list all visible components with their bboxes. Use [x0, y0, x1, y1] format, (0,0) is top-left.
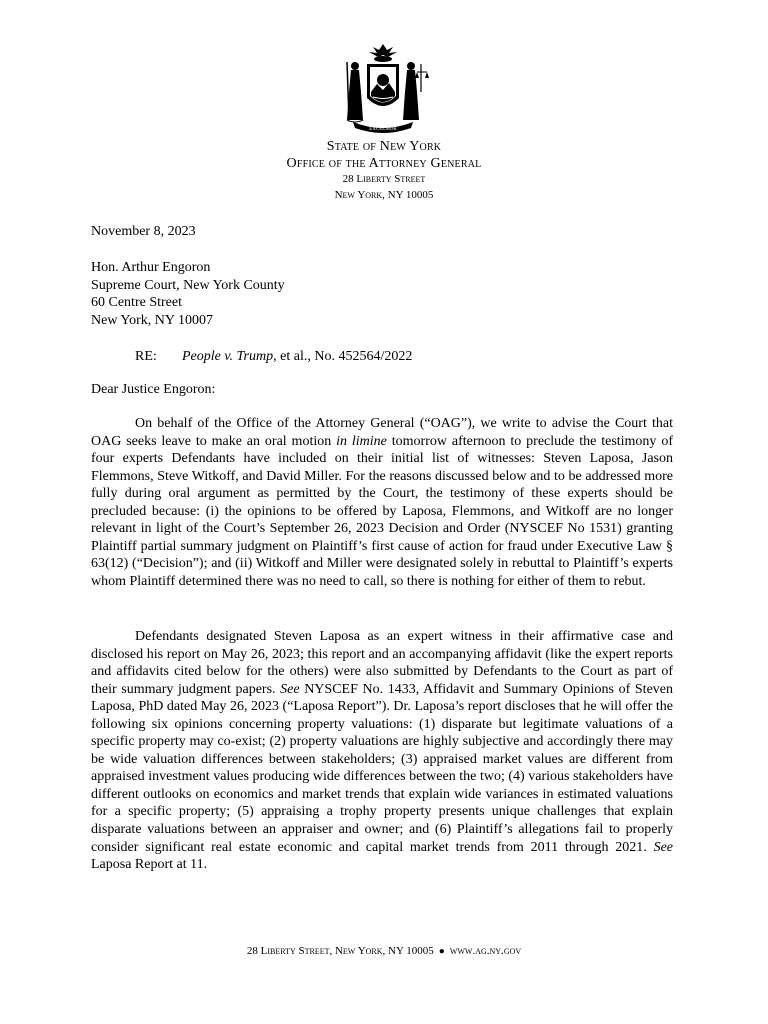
re-case-name: People v. Trump	[182, 349, 274, 364]
paragraph-text: NYSCEF No. 1433, Affidavit and Summary Opinions of Steven Laposa, PhD dated May 26, 2023 (“Laposa Report”). Dr. Laposa’s report discloses that he will offer the following six opinions concerning property valuations: (1) disparate but legitimate valuations of a specific property may co-exist; (2) property valuations are highly subjective and accordingly there may be wide valuation differences between stakeholders; (3) appraised market values are different from appraised investment values producing wide differences between the two; (4) various stakeholders have different outlooks on economics and market trends that explain wide variances in estimated valuations for a specific property; (5) appraising a trophy property presents unique challenges that explain disparate valuations between an appraiser and owner; and (6) Plaintiff’s allegations fail to properly consider significant real estate economic and capital market trends from 2011 through 2021.	[91, 681, 673, 855]
re-label: RE:	[135, 349, 157, 364]
letter-footer	[0, 946, 768, 957]
paragraph-text: Laposa Report at 11.	[91, 857, 208, 873]
re-line	[91, 348, 673, 366]
paragraph-text: Defendants designated Steven Laposa as an expert witness in their affirmative case and disclosed his report on May 26, 2023; this report and an accompanying affidavit (like the expert reports and affidavits cited below for the others) were also submitted by Defendants to the Court as part of their summary judgment papers.	[91, 629, 673, 697]
footer-bullet-icon: ●	[438, 946, 445, 957]
footer-address: 28 Liberty Street, New York, NY 10005	[246, 945, 434, 957]
salutation: Dear Justice Engoron:	[91, 382, 216, 397]
paragraph-italic-text: in limine	[336, 433, 387, 449]
addressee-line: 60 Centre Street	[91, 295, 182, 311]
letterhead-street: 28 Liberty Street	[342, 173, 426, 185]
addressee-block	[91, 259, 673, 329]
letterhead-office: Office of the Attorney General	[286, 156, 482, 171]
re-case-number: , et al., No. 452564/2022	[273, 349, 413, 364]
seal-motto-text: EXCELSIOR	[369, 127, 397, 132]
letterhead-state: State of New York	[326, 139, 442, 154]
new-york-state-seal-icon	[333, 42, 433, 136]
addressee-line: Hon. Arthur Engoron	[91, 260, 211, 275]
paragraph-text: tomorrow afternoon to preclude the testimony of four experts Defendants have included on their initial list of witnesses: Steven Laposa, Jason Flemmons, Steve Witkoff, and David Miller. For the reasons discussed below and to be addressed more fully during oral argument as permitted by the Court, the testimony of these experts should be precluded because: (i) the opinions to be offered by Laposa, Flemmons, and Witkoff are no longer relevant in light of the Court’s September 26, 2023 Decision and Order (NYSCEF No 1531) granting Plaintiff partial summary judgment on Plaintiff’s first cause of action for fraud under Executive Law § 63(12) (“Decision”); and (ii) Witkoff and Miller were designated solely in rebuttal to Plaintiff’s experts whom Plaintiff determined there was no need to call, so there is nothing for either of them to rebut.	[91, 433, 673, 589]
body-paragraph-1	[91, 415, 673, 590]
letterhead-city: New York, NY 10005	[334, 189, 434, 201]
addressee-line: New York, NY 10007	[91, 312, 213, 328]
letter-date: November 8, 2023	[91, 224, 196, 239]
body-paragraph-2	[91, 628, 673, 874]
paragraph-italic-text: See	[653, 839, 673, 855]
paragraph-italic-text: See	[280, 681, 300, 697]
footer-website-link[interactable]: www.ag.ny.gov	[449, 945, 522, 957]
addressee-line: Supreme Court, New York County	[91, 277, 285, 293]
paragraph-text: On behalf of the Office of the Attorney General (“OAG”), we write to advise the Court that OAG seeks leave to make an oral motion	[91, 416, 673, 449]
